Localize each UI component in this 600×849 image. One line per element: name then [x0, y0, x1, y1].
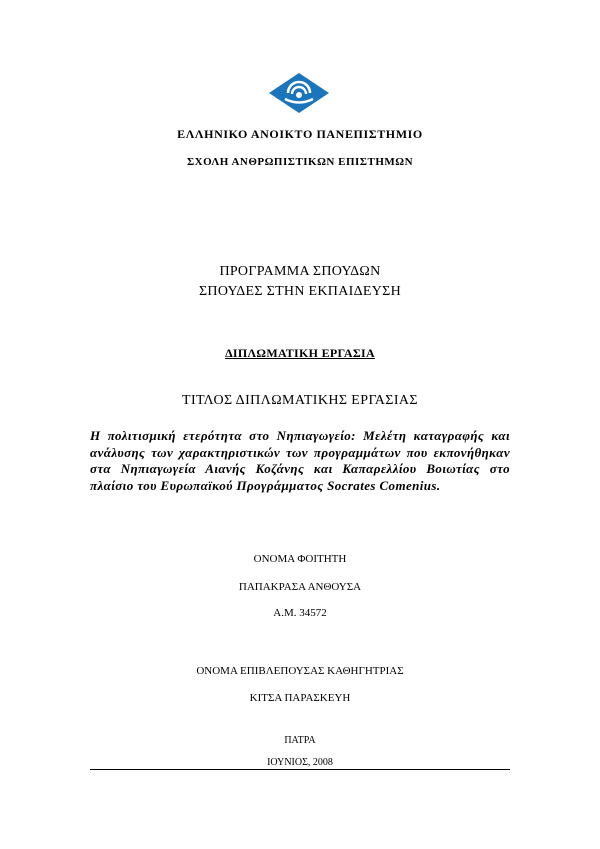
date: ΙΟΥΝΙΟΣ, 2008: [267, 757, 333, 768]
program-line-1: ΠΡΟΓΡΑΜΜΑ ΣΠΟΥΔΩΝ: [219, 264, 381, 279]
student-label: ΟΝΟΜΑ ΦΟΙΤΗΤΗ: [253, 553, 347, 565]
university-name: ΕΛΛΗΝΙΚΟ ΑΝΟΙΚΤΟ ΠΑΝΕΠΙΣΤΗΜΙΟ: [177, 127, 423, 141]
student-id: Α.Μ. 34572: [273, 607, 327, 619]
supervisor-label: ΟΝΟΜΑ ΕΠΙΒΛΕΠΟΥΣΑΣ ΚΑΘΗΓΗΤΡΙΑΣ: [196, 665, 404, 677]
supervisor-name: ΚΙΤΣΑ ΠΑΡΑΣΚΕΥΗ: [249, 692, 351, 704]
student-name: ΠΑΠΑΚΡΑΣΑ ΑΝΘΟΥΣΑ: [238, 581, 362, 593]
city: ΠΑΤΡΑ: [284, 735, 316, 746]
document-type: ΔΙΠΛΩΜΑΤΙΚΗ ΕΡΓΑΣΙΑ: [225, 346, 375, 360]
program-line-2: ΣΠΟΥΔΕΣ ΣΤΗΝ ΕΚΠΑΙΔΕΥΣΗ: [198, 284, 402, 299]
thesis-title: Η πολιτισμική ετερότητα στο Νηπιαγωγείο: Μελέτη καταγραφής και ανάλυσης των χαρακτηριστικών των προγραμμάτων που εκπονήθηκαν στα Νηπιαγωγεία Αιανής Κοζάνης και Καπαρελλίου Βοιωτίας στο πλαίσιο του Ευρωπαϊκού Προγράμματος Socrates Comenius.: [90, 428, 510, 493]
title-heading: ΤΙΤΛΟΣ ΔΙΠΛΩΜΑΤΙΚΗΣ ΕΡΓΑΣΙΑΣ: [182, 393, 418, 408]
school-name: ΣΧΟΛΗ ΑΝΘΡΩΠΙΣΤΙΚΩΝ ΕΠΙΣΤΗΜΩΝ: [186, 156, 414, 168]
university-logo-icon: [268, 72, 330, 114]
footer-divider: [90, 769, 510, 770]
